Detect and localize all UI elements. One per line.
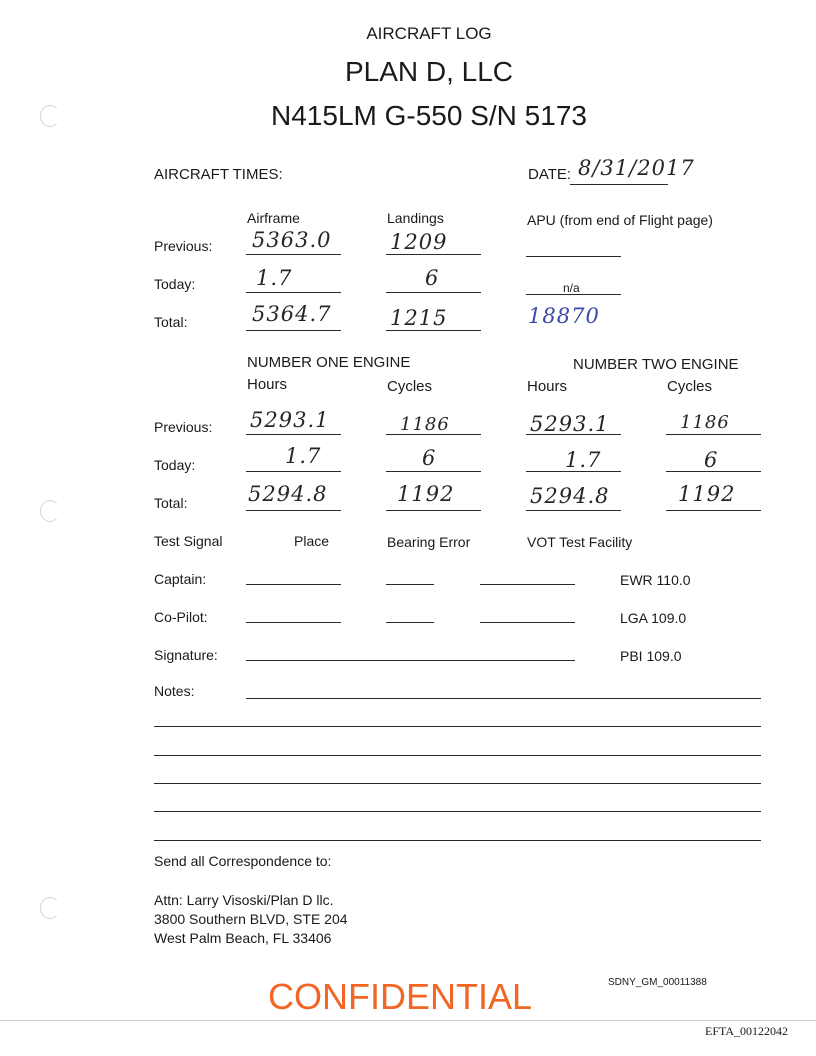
- facility-pbi: PBI 109.0: [620, 648, 682, 664]
- e2-hours-previous: 5293.1: [530, 412, 610, 436]
- e1-hours-previous: 5293.1: [250, 408, 330, 432]
- field-line: [246, 330, 341, 331]
- field-line: [246, 434, 341, 435]
- airframe-header: Airframe: [247, 210, 300, 226]
- airframe-previous: 5363.0: [252, 228, 332, 252]
- correspondence-line: 3800 Southern BLVD, STE 204: [154, 911, 348, 927]
- notes-line: [154, 726, 761, 727]
- landings-previous: 1209: [390, 230, 448, 254]
- engine-two-title: NUMBER TWO ENGINE: [573, 356, 739, 373]
- log-label: AIRCRAFT LOG: [366, 24, 492, 43]
- e1-cycles-total: 1192: [397, 482, 455, 506]
- e1-cycles-previous: 1186: [400, 414, 450, 435]
- airframe-today: 1.7: [256, 266, 293, 290]
- aircraft-times-label: AIRCRAFT TIMES:: [154, 166, 283, 183]
- correspondence-heading: Send all Correspondence to:: [154, 853, 332, 869]
- engine-row-label: Previous:: [154, 419, 213, 435]
- notes-label: Notes:: [154, 683, 195, 699]
- engine-two-hours-header: Hours: [527, 378, 568, 395]
- facility-lga: LGA 109.0: [620, 610, 687, 626]
- airframe-row-label: Previous:: [154, 238, 213, 254]
- vot-facility-header: VOT Test Facility: [527, 534, 633, 550]
- company-title: PLAN D, LLC: [344, 56, 514, 87]
- field-line: [386, 254, 481, 255]
- field-line: [386, 471, 481, 472]
- e2-cycles-previous: 1186: [680, 412, 730, 433]
- e1-hours-total: 5294.8: [248, 482, 328, 506]
- field-line: [386, 584, 434, 585]
- landings-header: Landings: [387, 210, 444, 226]
- field-line: [246, 471, 341, 472]
- date-value: 8/31/2017: [578, 156, 695, 180]
- notes-line: [246, 698, 761, 699]
- notes-line: [154, 755, 761, 756]
- aircraft-title: N415LM G-550 S/N 5173: [271, 100, 587, 131]
- apu-today: n/a: [563, 281, 580, 295]
- binder-hole: [40, 500, 60, 522]
- apu-header: APU (from end of Flight page): [527, 212, 713, 228]
- test-signal-label: Test Signal: [154, 533, 223, 549]
- notes-line: [154, 811, 761, 812]
- date-label: DATE:: [528, 166, 572, 183]
- scan-edge-line: [0, 1020, 816, 1021]
- confidential-stamp: CONFIDENTIAL: [268, 976, 533, 1017]
- field-line: [666, 510, 761, 511]
- e2-hours-total: 5294.8: [530, 484, 610, 508]
- facility-ewr: EWR 110.0: [620, 572, 691, 588]
- e1-cycles-today: 6: [422, 446, 437, 470]
- field-line: [386, 330, 481, 331]
- field-line: [386, 622, 434, 623]
- field-line: [526, 510, 621, 511]
- landings-total: 1215: [390, 306, 448, 330]
- engine-one-title: NUMBER ONE ENGINE: [247, 354, 411, 371]
- bearing-error-header: Bearing Error: [387, 534, 471, 550]
- signature-line: [246, 660, 575, 661]
- e2-cycles-today: 6: [704, 448, 719, 472]
- airframe-row-label: Total:: [154, 314, 188, 330]
- airframe-total: 5364.7: [252, 302, 332, 326]
- engine-one-cycles-header: Cycles: [387, 378, 433, 395]
- field-line: [386, 510, 481, 511]
- e1-hours-today: 1.7: [285, 444, 322, 468]
- field-line: [526, 434, 621, 435]
- engine-row-label: Total:: [154, 495, 188, 511]
- efta-number: EFTA_00122042: [705, 1024, 789, 1038]
- field-line: [246, 584, 341, 585]
- field-line: [246, 292, 341, 293]
- engine-row-label: Today:: [154, 457, 196, 473]
- landings-today: 6: [425, 266, 440, 290]
- e2-hours-today: 1.7: [565, 448, 602, 472]
- sdny-bates-number: SDNY_GM_00011388: [608, 977, 707, 988]
- field-line: [480, 584, 575, 585]
- notes-line: [154, 840, 761, 841]
- apu-total: 18870: [528, 304, 600, 328]
- field-line: [246, 510, 341, 511]
- notes-line: [154, 783, 761, 784]
- field-line: [666, 434, 761, 435]
- correspondence-line: West Palm Beach, FL 33406: [154, 930, 332, 946]
- field-line: [386, 434, 481, 435]
- captain-label: Captain:: [154, 571, 207, 587]
- binder-hole: [40, 897, 60, 919]
- field-line: [480, 622, 575, 623]
- airframe-row-label: Today:: [154, 276, 196, 292]
- e2-cycles-total: 1192: [678, 482, 736, 506]
- field-line: [526, 256, 621, 257]
- field-line: [526, 294, 621, 295]
- field-line: [386, 292, 481, 293]
- date-line: [570, 184, 668, 185]
- field-line: [246, 254, 341, 255]
- field-line: [526, 471, 621, 472]
- engine-two-cycles-header: Cycles: [667, 378, 713, 395]
- correspondence-line: Attn: Larry Visoski/Plan D llc.: [154, 892, 334, 908]
- copilot-label: Co-Pilot:: [154, 609, 208, 625]
- field-line: [246, 622, 341, 623]
- signature-label: Signature:: [154, 647, 218, 663]
- place-header: Place: [294, 533, 330, 549]
- engine-one-hours-header: Hours: [247, 376, 288, 393]
- field-line: [666, 471, 761, 472]
